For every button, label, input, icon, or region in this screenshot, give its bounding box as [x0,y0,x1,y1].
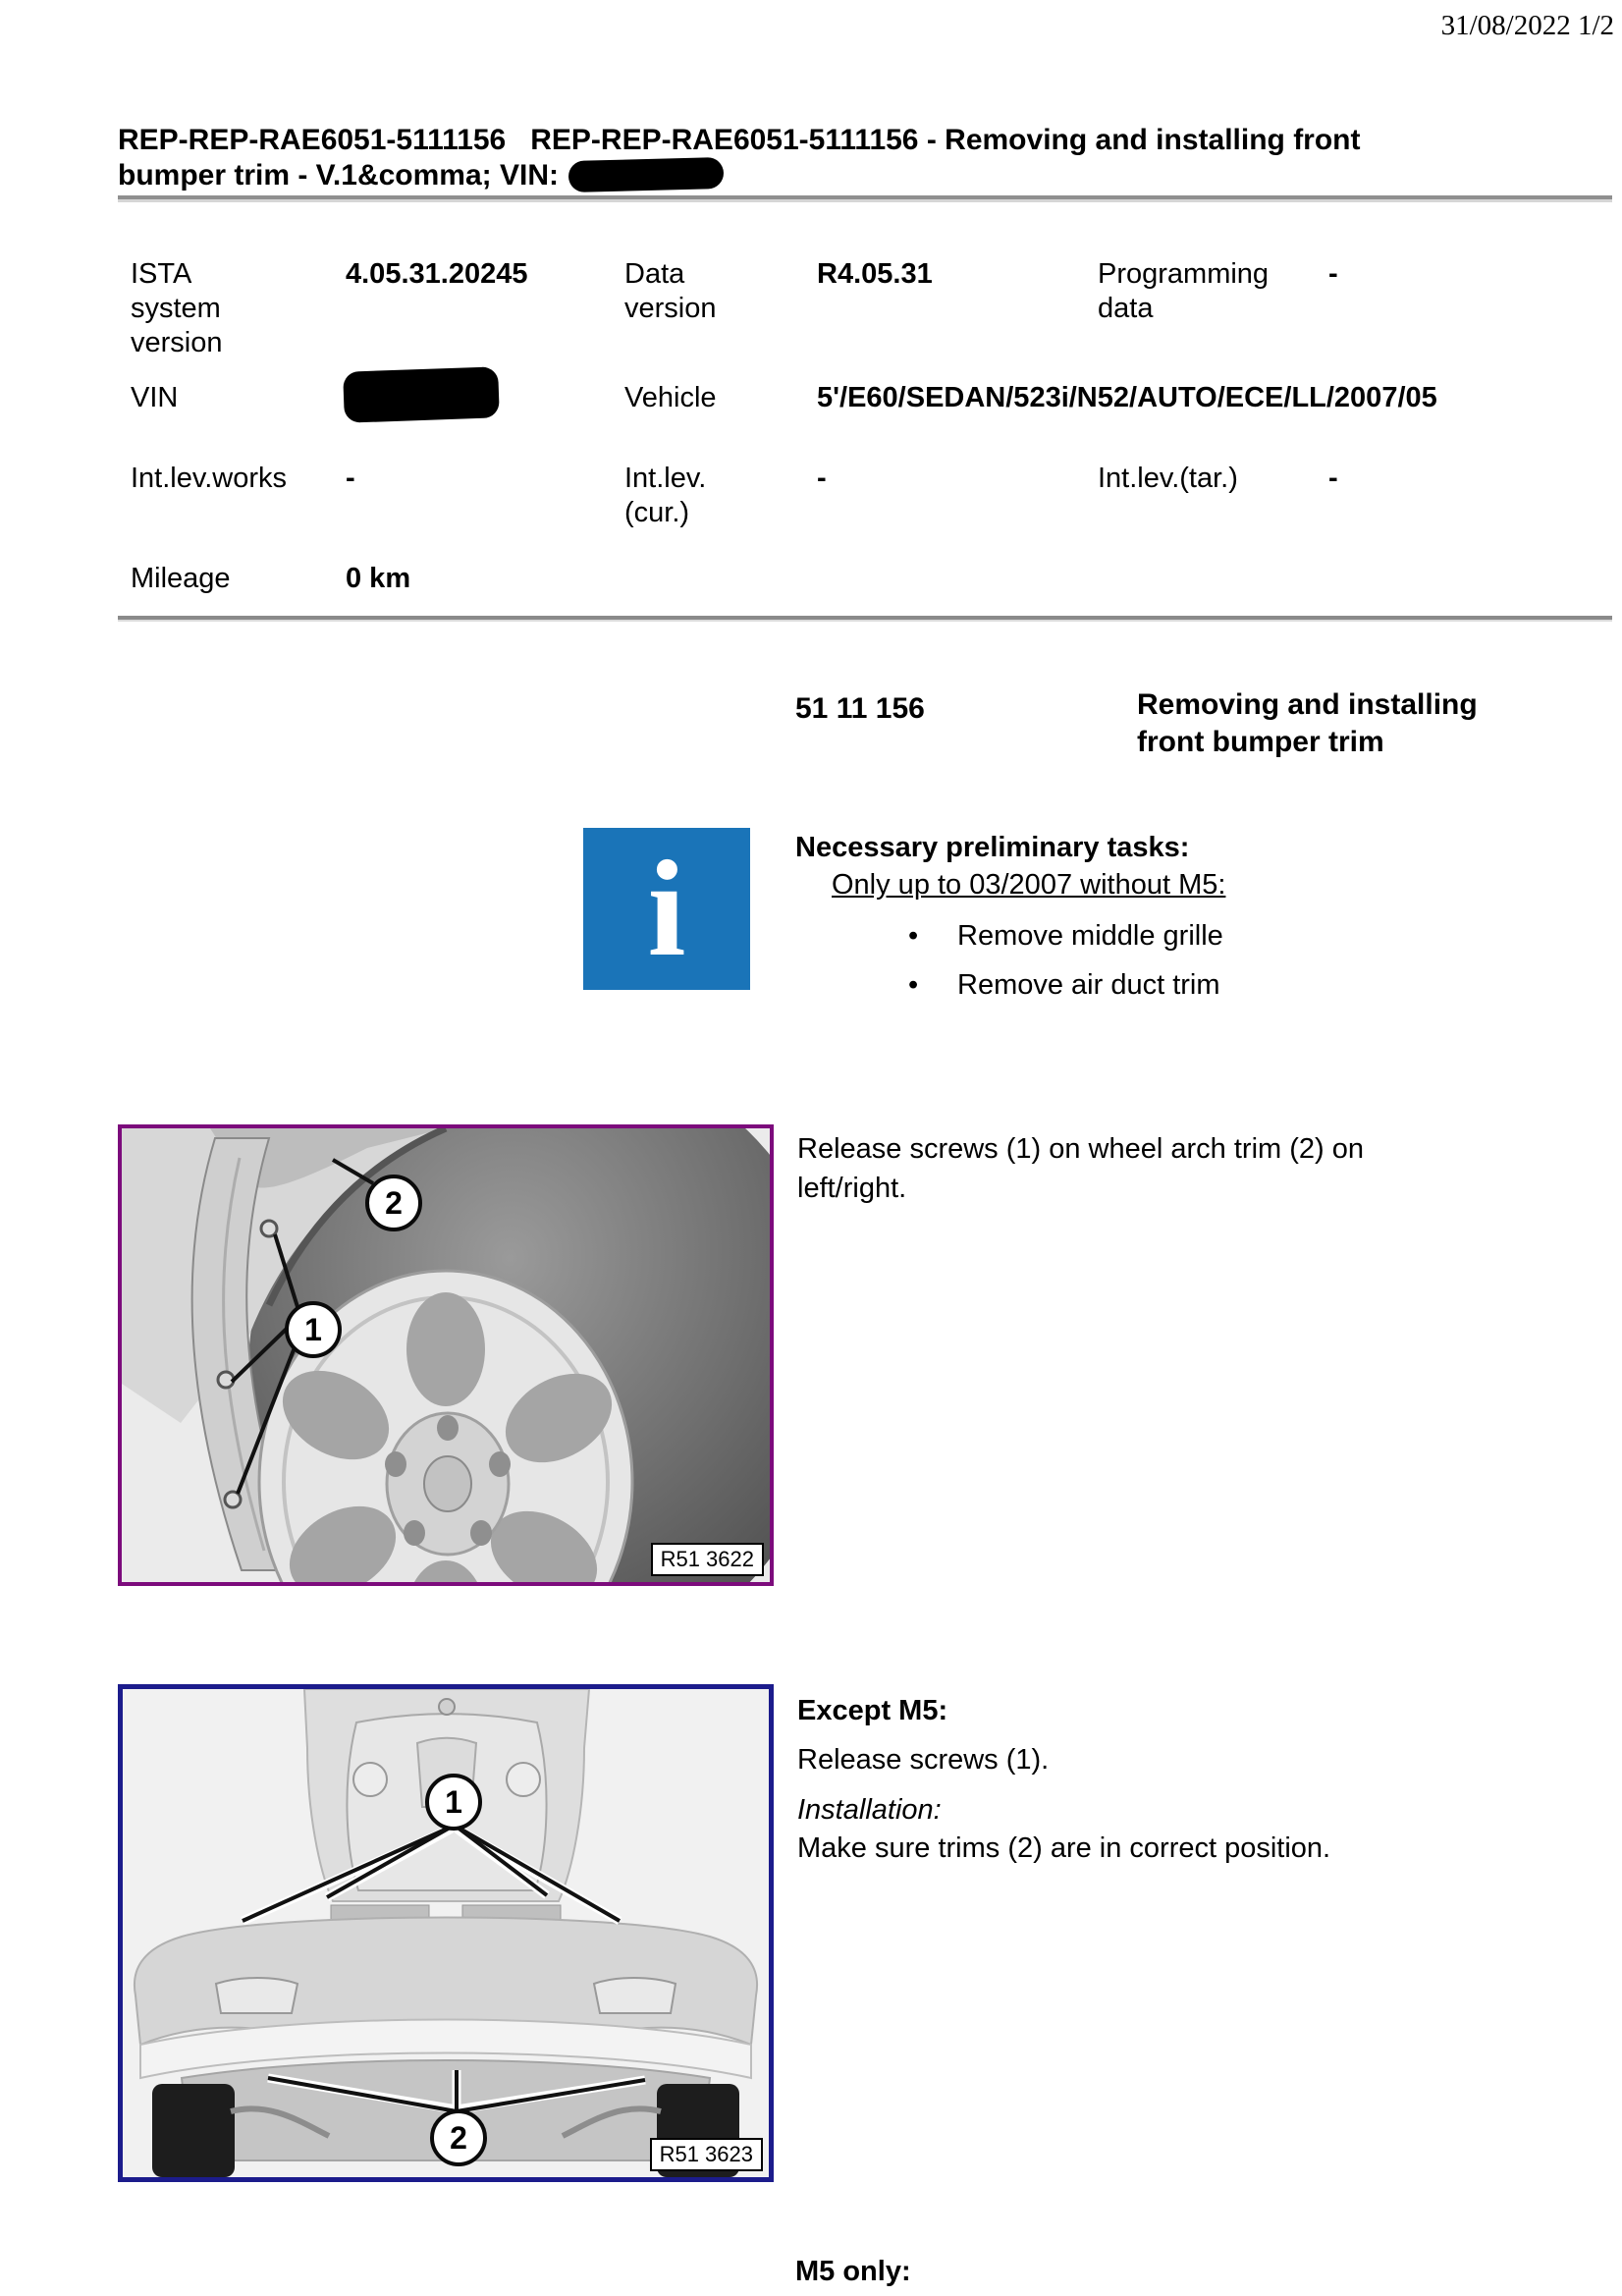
section-code: 51 11 156 [795,692,925,725]
table-value-intlev-cur: - [817,463,827,494]
info-icon [583,828,750,990]
table-label-intlev-cur: Int.lev. (cur.) [624,463,707,528]
figure-wheel-arch [118,1124,774,1586]
figure2-step: Release screws (1). [797,1744,1050,1776]
section-heading: Removing and installing front bumper trim [1137,688,1478,758]
document-title-line2: bumper trim - V.1&comma; VIN: [118,159,559,191]
tasks-condition: Only up to 03/2007 without M5: [832,869,1226,901]
figure2-installation-label: Installation: [797,1794,942,1826]
callout-1: 1 [285,1301,342,1358]
figure2-installation-text: Make sure trims (2) are in correct position. [797,1832,1331,1864]
table-value-data-version: R4.05.31 [817,258,933,290]
table-value-programming-data: - [1328,258,1338,290]
m5-only-heading: M5 only: [795,2256,911,2287]
title-divider [118,195,1612,199]
callout-2: 2 [430,2109,487,2166]
table-label-vehicle: Vehicle [624,382,717,413]
table-value-vehicle: 5'/E60/SEDAN/523i/N52/AUTO/ECE/LL/2007/05 [817,382,1437,413]
bullet-icon: • [908,969,919,1001]
table-value-intlev-works: - [346,463,355,494]
front-bumper-illustration [123,1689,769,2177]
document-title-line1: REP-REP-RAE6051-5111156 REP-REP-RAE6051-5111156 - Removing and installing front [118,124,1361,156]
table-divider [118,616,1612,620]
callout-1: 1 [425,1774,482,1831]
bullet-icon: • [908,920,919,952]
table-label-vin: VIN [131,382,179,413]
table-value-mileage: 0 km [346,563,411,594]
table-label-mileage: Mileage [131,563,231,594]
figure-front-bumper [118,1684,774,2182]
table-label-programming-data: Programming data [1098,258,1270,324]
callout-2: 2 [365,1175,422,1231]
table-label-data-version: Data version [624,258,717,324]
table-label-intlev-works: Int.lev.works [131,463,288,494]
figure-ref-label: R51 3622 [651,1543,764,1576]
task-item-1: Remove middle grille [957,920,1223,952]
figure-ref-label: R51 3623 [650,2138,763,2171]
table-label-intlev-tar: Int.lev.(tar.) [1098,463,1238,494]
wheel-arch-illustration [122,1128,770,1582]
figure1-caption: Release screws (1) on wheel arch trim (2) on left/right. [797,1133,1364,1204]
table-value-ista-version: 4.05.31.20245 [346,258,528,290]
tasks-heading: Necessary preliminary tasks: [795,832,1190,863]
vin-redaction-title [568,157,725,192]
table-value-intlev-tar: - [1328,463,1338,494]
table-label-ista-version: ISTA system version [131,258,223,358]
vin-redaction-table [343,366,500,422]
task-item-2: Remove air duct trim [957,969,1220,1001]
date-page-number: 31/08/2022 1/2 [1440,10,1614,41]
figure2-heading: Except M5: [797,1695,948,1726]
info-icon-glyph: i [647,832,686,985]
